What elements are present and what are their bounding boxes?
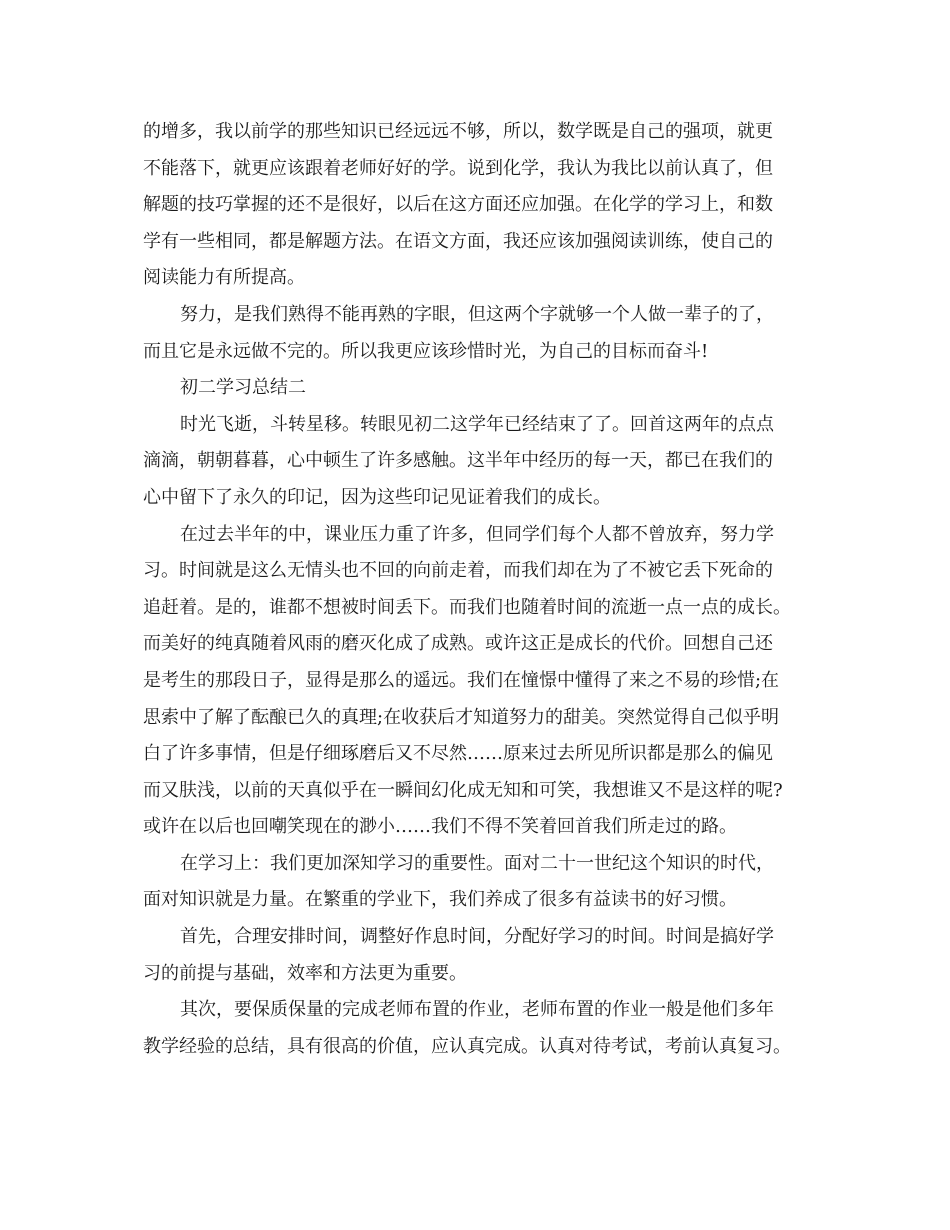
section-heading: 初二学习总结二 xyxy=(180,377,306,399)
text-line: 而且它是永远做不完的。所以我更应该珍惜时光，为自己的目标而奋斗! xyxy=(143,340,709,362)
text-line: 追赶着。是的，谁都不想被时间丢下。而我们也随着时间的流逝一点一点的成长。 xyxy=(143,596,791,618)
text-line: 而又肤浅，以前的天真似乎在一瞬间幻化成无知和可笑，我想谁又不是这样的呢? xyxy=(143,779,783,801)
text-line: 思索中了解了酝酿已久的真理;在收获后才知道努力的甜美。突然觉得自己似乎明 xyxy=(143,706,780,728)
text-line: 的增多，我以前学的那些知识已经远远不够，所以，数学既是自己的强项，就更 xyxy=(143,121,773,142)
text-line: 习。时间就是这么无情头也不回的向前走着，而我们却在为了不被它丢下死命的 xyxy=(143,560,773,582)
text-line: 是考生的那段日子，显得是那么的遥远。我们在憧憬中懂得了来之不易的珍惜;在 xyxy=(143,669,780,691)
paragraph-first-line: 首先，合理安排时间，调整好作息时间，分配好学习的时间。时间是搞好学 xyxy=(180,926,774,948)
text-line: 滴滴，朝朝暮暮，心中顿生了许多感触。这半年中经历的每一天，都已在我们的 xyxy=(143,450,773,472)
text-line: 面对知识就是力量。在繁重的学业下，我们养成了很多有益读书的好习惯。 xyxy=(143,889,737,911)
document-body xyxy=(143,114,811,1065)
paragraph-first-line: 其次，要保质保量的完成老师布置的作业，老师布置的作业一般是他们多年 xyxy=(180,999,774,1021)
text-line: 白了许多事情，但是仔细琢磨后又不尽然……原来过去所见所识都是那么的偏见 xyxy=(143,743,773,765)
text-line: 不能落下，就更应该跟着老师好好的学。说到化学，我认为我比以前认真了，但 xyxy=(143,157,773,179)
text-line: 心中留下了永久的印记，因为这些印记见证着我们的成长。 xyxy=(143,486,611,508)
text-line: 学有一些相同，都是解题方法。在语文方面，我还应该加强阅读训练，使自己的 xyxy=(143,230,773,252)
paragraph-first-line: 在过去半年的中，课业压力重了许多，但同学们每个人都不曾放弃，努力学 xyxy=(180,523,774,545)
text-line: 阅读能力有所提高。 xyxy=(143,267,305,289)
text-line: 或许在以后也回嘲笑现在的渺小……我们不得不笑着回首我们所走过的路。 xyxy=(143,816,737,838)
text-line: 教学经验的总结，具有很高的价值，应认真完成。认真对待考试，考前认真复习。 xyxy=(143,1035,791,1057)
text-line: 而美好的纯真随着风雨的磨灭化成了成熟。或许这正是成长的代价。回想自己还 xyxy=(143,633,773,655)
text-line: 解题的技巧掌握的还不是很好，以后在这方面还应加强。在化学的学习上，和数 xyxy=(143,194,773,216)
text-line: 习的前提与基础，效率和方法更为重要。 xyxy=(143,962,467,984)
paragraph-first-line: 努力，是我们熟得不能再熟的字眼，但这两个字就够一个人做一辈子的了， xyxy=(180,303,774,325)
paragraph-first-line: 时光飞逝，斗转星移。转眼见初二这学年已经结束了了。回首这两年的点点 xyxy=(180,413,774,435)
paragraph-first-line: 在学习上：我们更加深知学习的重要性。面对二十一世纪这个知识的时代， xyxy=(180,852,774,874)
